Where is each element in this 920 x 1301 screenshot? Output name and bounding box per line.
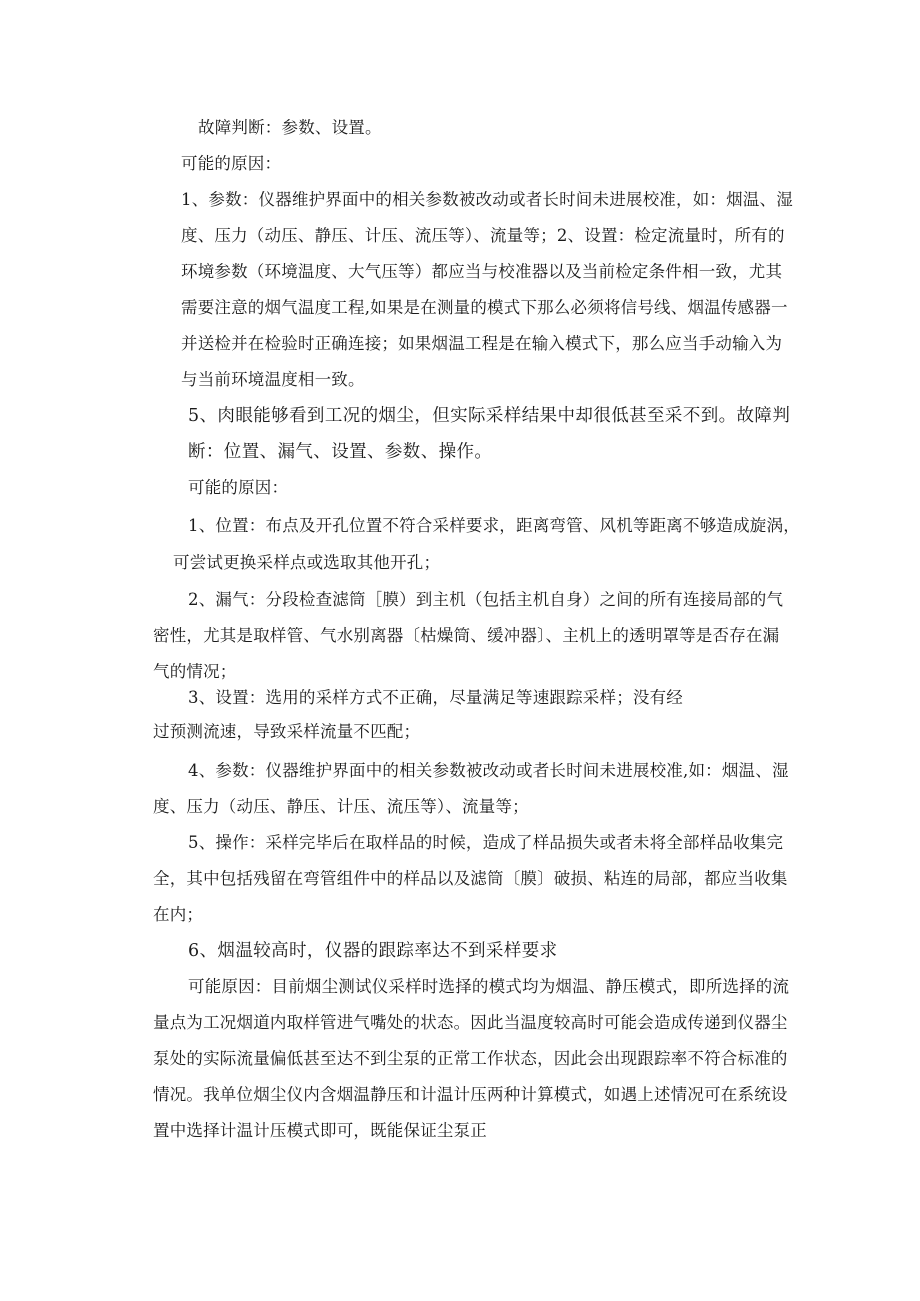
section-heading: 6、烟温较高时，仪器的跟踪率达不到采样要求 [188,941,558,961]
text-line: 1、参数：仪器维护界面中的相关参数被改动或者长时间未进展校准，如：烟温、湿 [181,190,793,209]
text-line: 全，其中包括残留在弯管组件中的样品以及滤筒〔膜〕破损、粘连的局部，都应当收集 [153,869,788,888]
text-line: 2、漏气：分段检查滤筒［膜）到主机（包括主机自身）之间的所有连接局部的气 [188,590,784,609]
text-line: 度、压力（动压、静压、计压、流压等）、流量等；2、设置：检定流量时，所有的 [181,226,785,245]
text-line: 可能原因：目前烟尘测试仪采样时选择的模式均为烟温、静压模式，即所选择的流 [188,977,790,996]
text-line: 在内； [153,905,204,924]
text-line: 置中选择计温计压模式即可，既能保证尘泵正 [153,1121,487,1140]
text-line: 需要注意的烟气温度工程,如果是在测量的模式下那么必须将信号线、烟温传感器一 [181,298,788,317]
text-line: 度、压力（动压、静压、计压、流压等）、流量等； [153,797,529,816]
text-line: 4、参数：仪器维护界面中的相关参数被改动或者长时间未进展校准,如：烟温、湿 [188,761,789,780]
text-line: 密性，尤其是取样管、气水别离器〔枯燥筒、缓冲器〕、主机上的透明罩等是否存在漏 [153,626,780,645]
text-line: 过预测流速，导致采样流量不匹配； [153,722,421,741]
text-line: 断：位置、漏气、设置、参数、操作。 [188,442,493,462]
text-line: 环境参数（环境温度、大气压等）都应当与校准器以及当前检定条件相一致，尤其 [181,262,783,281]
text-line: 量点为工况烟道内取样管进气嘴处的状态。因此当温度较高时可能会造成传递到仪器尘 [153,1013,788,1032]
text-line: 5、操作：采样完毕后在取样品的时候，造成了样品损失或者未将全部样品收集完 [188,833,784,852]
text-line: 情况。我单位烟尘仪内含烟温静压和计温计压两种计算模式，如遇上述情况可在系统设 [153,1085,788,1104]
text-line: 1、位置：布点及开孔位置不符合采样要求，距离弯管、风机等距离不够造成旋涡， [188,516,800,535]
text-line: 可能的原因： [181,154,282,173]
text-line: 并送检并在检验时正确连接；如果烟温工程是在输入模式下，那么应当手动输入为 [181,334,783,353]
text-line: 与当前环境温度相一致。 [181,370,365,389]
text-line: 气的情况； [153,662,237,681]
text-line: 泵处的实际流量偏低甚至达不到尘泵的正常工作状态，因此会出现跟踪率不符合标准的 [153,1049,788,1068]
text-line: 可尝试更换采样点或选取其他开孔； [173,553,441,572]
text-line: 故障判断：参数、设置。 [198,118,382,137]
text-line: 可能的原因： [188,478,289,497]
text-line: 3、设置：选用的采样方式不正确，尽量满足等速跟踪采样；没有经 [188,688,683,707]
section-heading: 5、肉眼能够看到工况的烟尘，但实际采样结果中却很低甚至采不到。故障判 [188,406,791,426]
